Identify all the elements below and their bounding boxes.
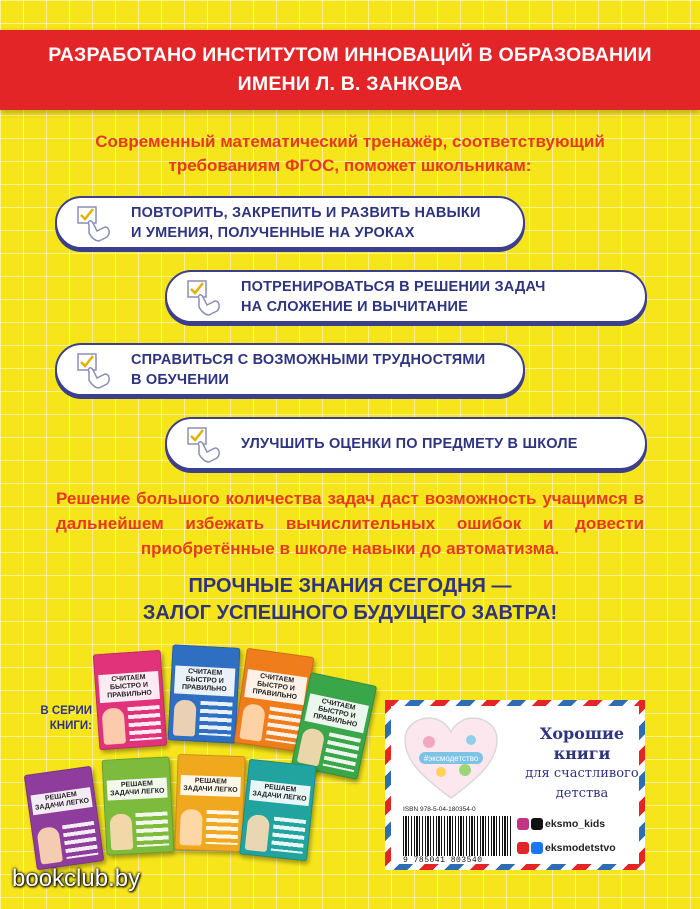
book-child-illustration [109,813,133,850]
benefit-1-line-2: И УМЕНИЯ, ПОЛУЧЕННЫЕ НА УРОКАХ [131,224,415,241]
social-row-1 [517,818,605,830]
book-lines [62,821,98,859]
series-label [0,704,92,734]
banner-line-1: РАЗРАБОТАНО ИНСТИТУТОМ ИННОВАЦИЙ В ОБРАЗОВАНИИ [48,44,652,66]
stamp-inner [391,706,639,864]
slogan-line-1: ПРОЧНЫЕ ЗНАНИЯ СЕГОДНЯ — [188,575,512,597]
book-cover [102,756,175,855]
book-child-illustration [245,814,271,852]
book-title: РЕШАЕМ ЗАДАЧИ ЛЕГКО [107,777,168,800]
header-banner [0,30,700,110]
book-title: РЕШАЕМ ЗАДАЧИ ЛЕГКО [31,787,93,815]
book-lines [127,705,161,741]
benefit-2-line-1: ПОТРЕНИРОВАТЬСЯ В РЕШЕНИИ ЗАДАЧ [241,278,546,295]
good-line-1: Хорошие [539,724,625,743]
book-cover [168,644,241,743]
eksmo-stamp [385,700,645,870]
book-lines [199,701,233,737]
benefit-2-line-2: НА СЛОЖЕНИЕ И ВЫЧИТАНИЕ [241,298,469,315]
benefit-1-line-1: ПОВТОРИТЬ, ЗАКРЕПИТЬ И РАЗВИТЬ НАВЫКИ [131,204,481,221]
book-lines [206,810,239,845]
benefit-text-2 [241,277,546,317]
checkbox-hand-icon [75,203,117,243]
book-title: РЕШАЕМ ЗАДАЧИ ЛЕГКО [180,775,241,797]
good-line-2: книги [553,744,611,763]
book-lines [271,817,306,854]
tiktok-icon [531,818,543,830]
slogan-line-2: ЗАЛОГ УСПЕШНОГО БУДУЩЕГО ЗАВТРА! [142,602,558,624]
benefit-pill-3 [55,343,525,396]
book-title: РЕШАЕМ ЗАДАЧИ ЛЕГКО [249,780,311,806]
book-child-illustration [173,699,197,736]
good-books-text [523,724,641,804]
intro-line-2: требованиям ФГОС, поможет школьникам: [168,156,532,175]
checkbox-hand-icon [75,350,117,390]
book-child-illustration [102,707,126,744]
social-handle-2: eksmodetstvo [545,842,616,854]
barcode-number: 9 785041 803540 [403,856,483,865]
book-cover [93,650,168,751]
book-cover [239,759,317,862]
watermark: bookclub.by [12,865,141,892]
intro-line-1: Современный математический тренажёр, соответствующий [95,132,605,151]
benefit-text-3 [131,350,485,390]
book-title: СЧИТАЕМ БЫСТРО И ПРАВИЛЬНО [244,669,307,705]
good-line-4: детства [555,786,609,801]
book-lines [323,732,361,772]
outro-paragraph: Решение большого количества задач даст возможность учащимся в дальнейшем избежать вычислительных ошибок и довести приобретённые в школе навыки до автоматизма. [56,489,644,558]
book-cover [24,766,105,871]
checkbox-hand-icon [185,424,227,464]
book-title: СЧИТАЕМ БЫСТРО И ПРАВИЛЬНО [174,665,235,696]
benefit-text-1 [131,203,481,243]
social-row-2 [517,842,616,854]
book-child-illustration [36,826,63,865]
good-line-3: для счастливого [525,766,639,781]
barcode-icon [403,816,513,856]
social-handle-1: eksmo_kids [545,818,606,830]
series-line-2: КНИГИ: [49,720,92,732]
heart-logo-icon [401,714,501,802]
slogan [0,573,700,627]
book-child-illustration [239,703,266,742]
checkbox-hand-icon [185,277,227,317]
benefit-text-4 [241,434,578,454]
benefit-pill-2 [165,270,647,323]
book-child-illustration [180,809,203,846]
facebook-icon [531,842,543,854]
benefit-4-line-1: УЛУЧШИТЬ ОЦЕНКИ ПО ПРЕДМЕТУ В ШКОЛЕ [241,435,578,452]
book-child-illustration [297,727,326,767]
benefit-3-line-2: В ОБУЧЕНИИ [131,371,230,388]
series-line-1: В СЕРИИ [40,705,92,717]
benefit-pill-1 [55,196,525,249]
book-cover [174,754,245,852]
banner-line-2: ИМЕНИ Л. В. ЗАНКОВА [237,73,463,95]
instagram-icon [517,818,529,830]
book-title: СЧИТАЕМ БЫСТРО И ПРАВИЛЬНО [304,693,369,733]
youtube-icon [517,842,529,854]
stamp-tag: #эксмодетство [423,754,479,763]
book-title: СЧИТАЕМ БЫСТРО И ПРАВИЛЬНО [98,671,160,703]
isbn-text: ISBN 978-5-04-180354-0 [403,806,476,813]
benefit-3-line-1: СПРАВИТЬСЯ С ВОЗМОЖНЫМИ ТРУДНОСТЯМИ [131,351,486,368]
book-lines [135,811,169,847]
intro-text [48,130,652,178]
benefit-pill-4 [165,417,647,470]
